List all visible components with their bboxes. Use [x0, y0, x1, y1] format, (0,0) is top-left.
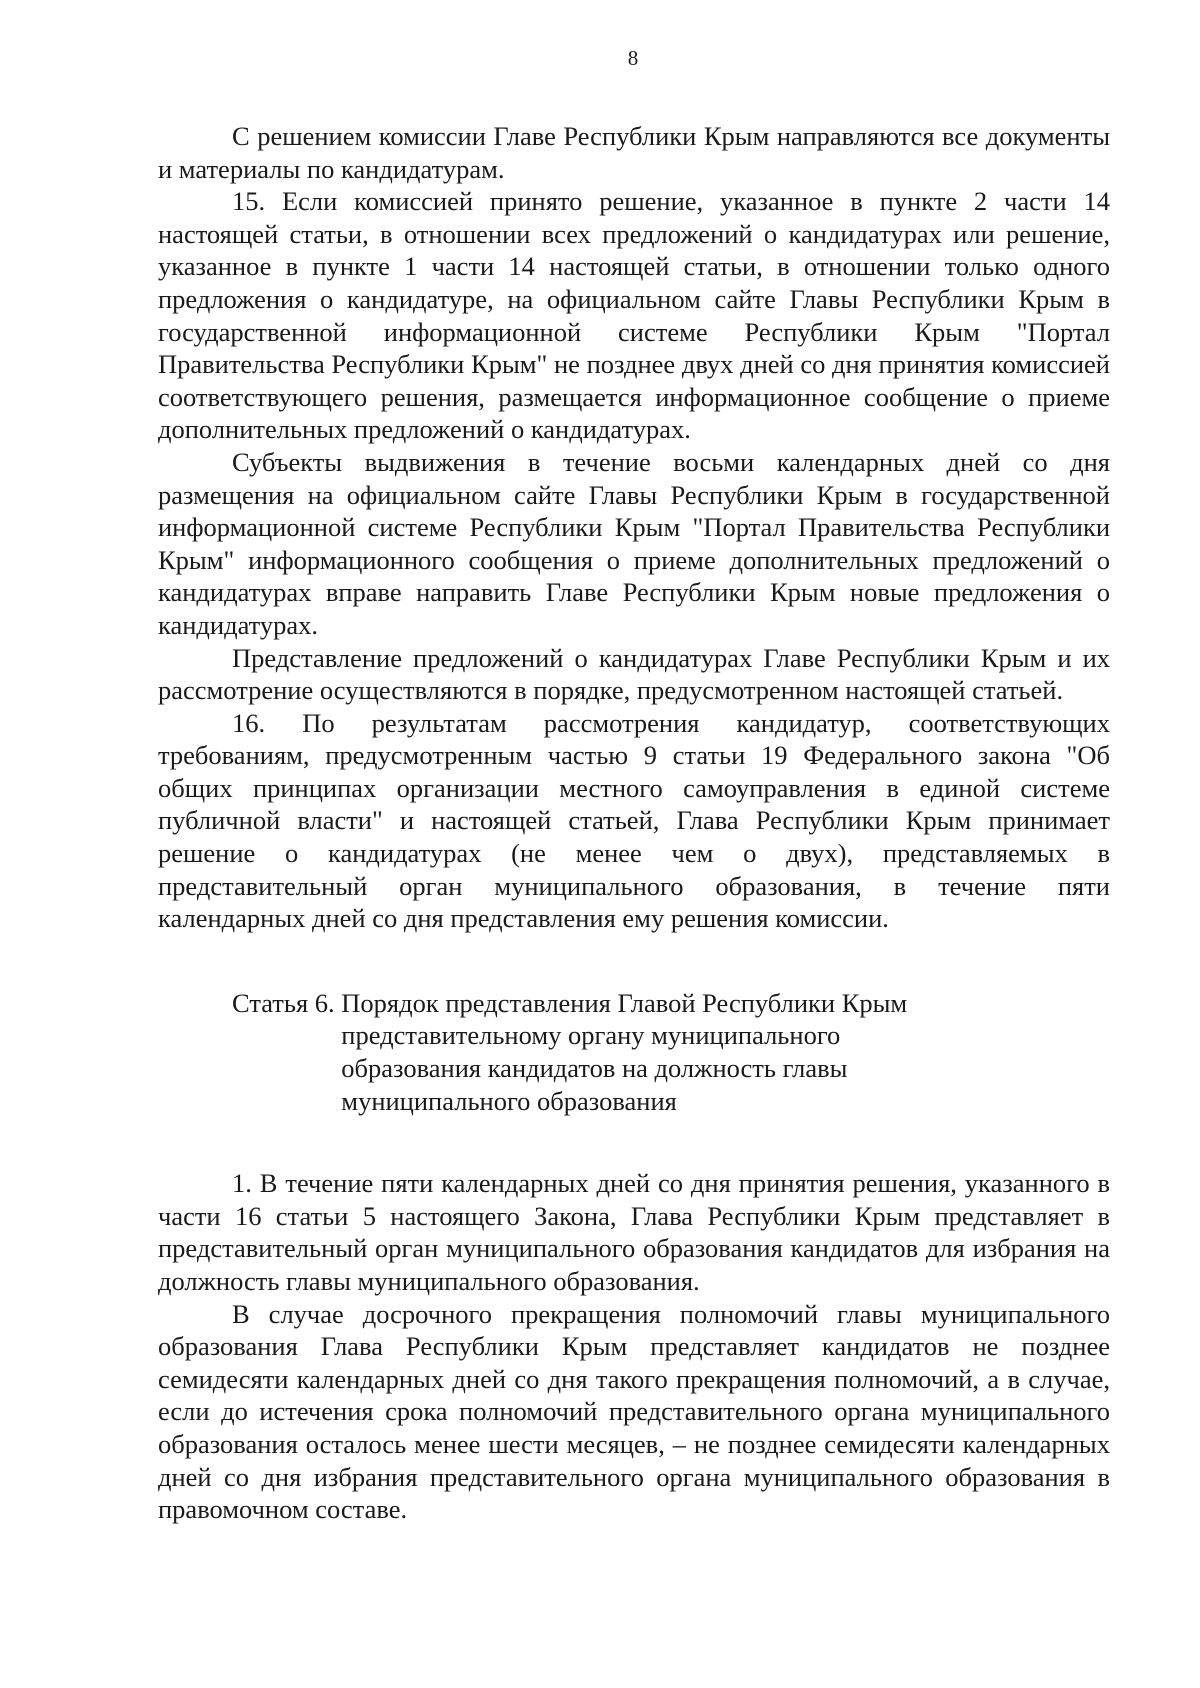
article-6-title: Порядок представления Главой Республики Крым представительному органу муниципального образования кандидатов на должность главы муниципального образования: [341, 987, 908, 1116]
paragraph-submission-order: Представление предложений о кандидатурах Главе Республики Крым и их рассмотрение осуществляются в порядке, предусмотренном настоящей статьей.: [158, 642, 1110, 706]
paragraph-item-15: 15. Если комиссией принято решение, указанное в пункте 2 части 14 настоящей статьи, в отношении всех предложений о кандидатурах или решение, указанное в пункте 1 части 14 настоящей статьи, в отношении только одного предложения о кандидатуре, на официальном сайте Главы Республики Крым в государственной информационной системе Республики Крым "Портал Правительства Республики Крым" не позднее двух дней со дня принятия комиссией соответствующего решения, размещается информационное сообщение о приеме дополнительных предложений о кандидатурах.: [158, 186, 1110, 445]
paragraph-nomination-subjects: Субъекты выдвижения в течение восьми календарных дней со дня размещения на официальном сайте Главы Республики Крым в государственной информационной системе Республики Крым "Портал Правительства Республики Крым" информационного сообщения о приеме дополнительных предложений о кандидатурах вправе направить Главе Республики Крым новые предложения о кандидатурах.: [158, 446, 1110, 640]
paragraph-item-16: 16. По результатам рассмотрения кандидатур, соответствующих требованиям, предусмотренным частью 9 статьи 19 Федерального закона "Об общих принципах организации местного самоуправления в единой системе публичной власти" и настоящей статьей, Глава Республики Крым принимает решение о кандидатурах (не менее чем о двух), представляемых в представительный орган муниципального образования, в течение пяти календарных дней со дня представления ему решения комиссии.: [158, 707, 1110, 934]
paragraph-documents-to-head: С решением комиссии Главе Республики Крым направляются все документы и материалы по кандидатурам.: [158, 121, 1110, 184]
page-number: 8: [627, 46, 639, 70]
article-6-heading: [158, 987, 1110, 1117]
paragraph-article-6-item-1: 1. В течение пяти календарных дней со дня принятия решения, указанного в части 16 статьи 5 настоящего Закона, Глава Республики Крым представляет в представительный орган муниципального образования кандидатов для избрания на должность главы муниципального образования.: [158, 1168, 1110, 1296]
document-body: [158, 120, 1110, 1526]
paragraph-early-termination: В случае досрочного прекращения полномочий главы муниципального образования Глава Республики Крым представляет кандидатов не позднее семидесяти календарных дней со дня такого прекращения полномочий, а в случае, если до истечения срока полномочий представительного органа муниципального образования осталось менее шести месяцев, – не позднее семидесяти календарных дней со дня избрания представительного органа муниципального образования в правомочном составе.: [158, 1298, 1110, 1525]
article-6-label: Статья 6.: [232, 987, 335, 1018]
